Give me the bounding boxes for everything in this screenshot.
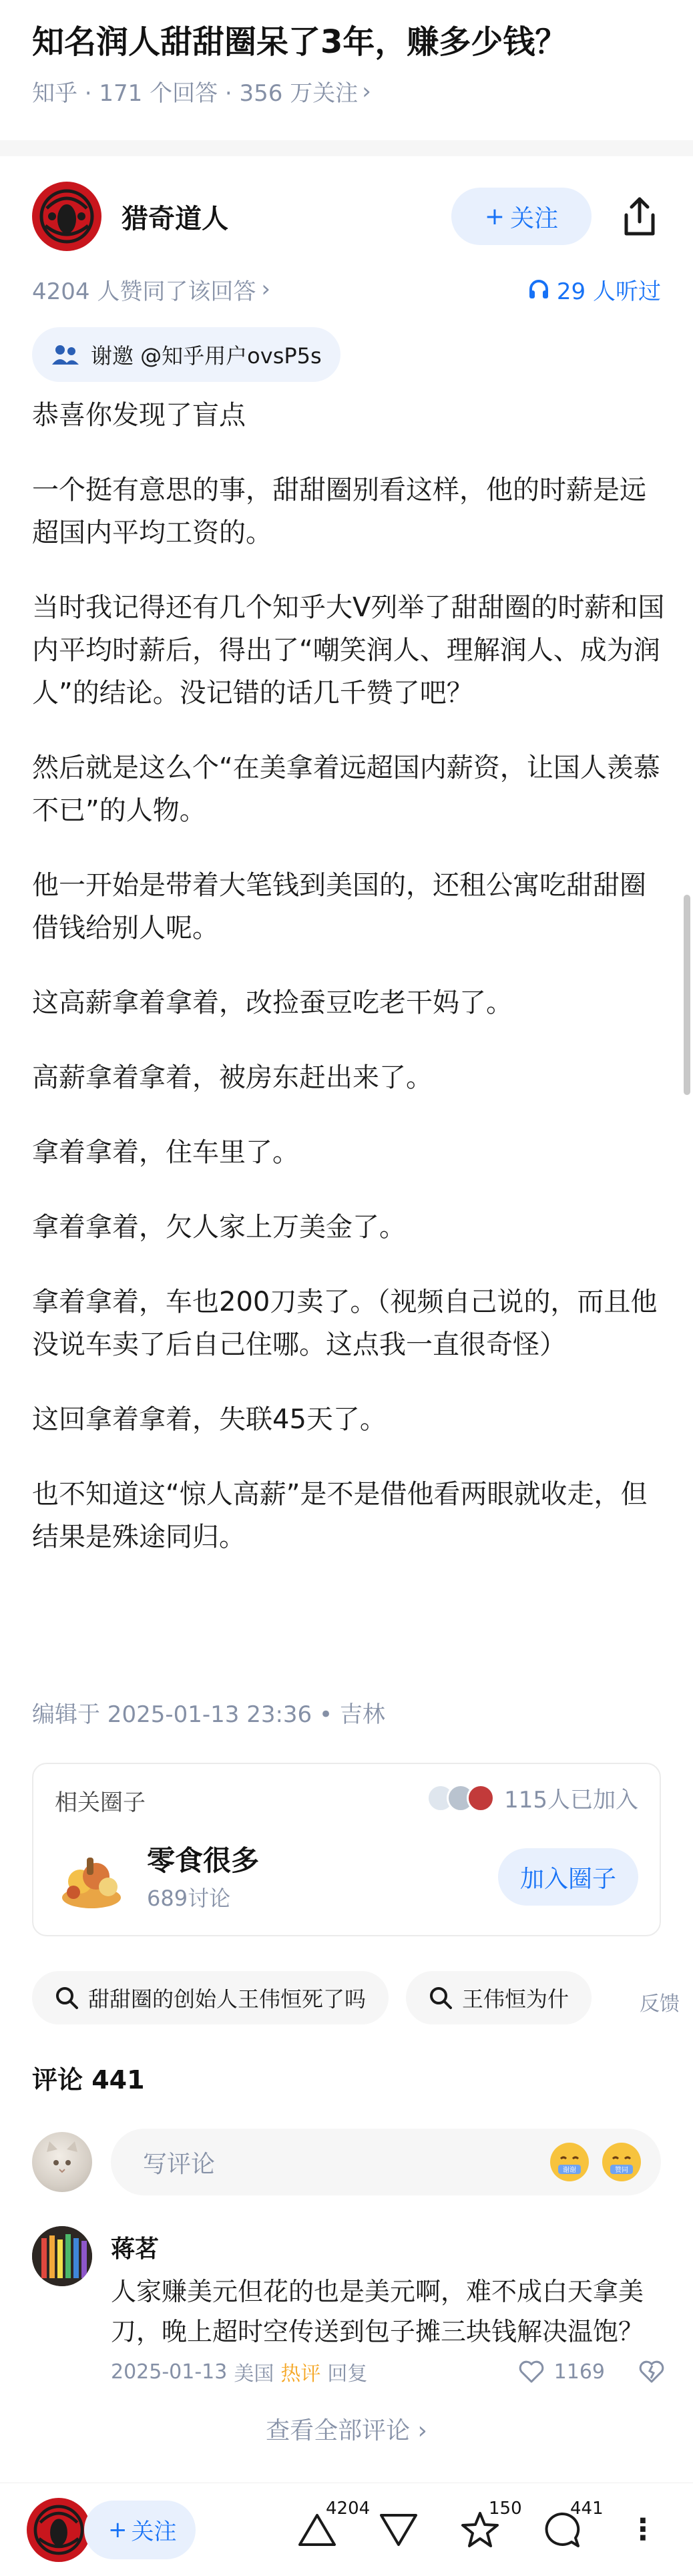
answer-paragraph: 这回拿着拿着，失联45天了。 — [32, 1404, 387, 1435]
answer-body — [32, 394, 666, 1590]
question-meta[interactable] — [32, 75, 661, 108]
invite-label: 谢邀 @知乎用户ovsP5s — [91, 343, 322, 369]
heart-icon — [518, 2360, 545, 2384]
more-vertical-icon: ⋮ — [628, 2513, 658, 2547]
question-meta-text: 知乎 · 171 个回答 · 356 万关注 — [32, 80, 359, 107]
related-circle-card[interactable] — [32, 1763, 661, 1936]
comment-input[interactable] — [111, 2129, 661, 2195]
author-avatar-emblem-icon — [27, 2498, 91, 2562]
search-suggestion-text: 甜甜圈的创始人王伟恒死了吗 — [88, 1986, 367, 2012]
search-icon — [429, 1986, 453, 2010]
reply-button[interactable]: 回复 — [327, 2362, 368, 2386]
commenter-name[interactable]: 蒋茗 — [111, 2235, 160, 2263]
author-avatar[interactable] — [32, 182, 101, 251]
commenter-avatar[interactable] — [32, 2226, 92, 2286]
quick-emoji-group — [550, 2143, 641, 2181]
view-all-comments-link[interactable]: 查看全部评论 › — [266, 2417, 427, 2444]
answer-paragraph: 拿着拿着，欠人家上万美金了。 — [32, 1212, 406, 1243]
colored-pencils-icon — [32, 2226, 92, 2286]
plus-icon: + — [108, 2516, 128, 2543]
emoji-thanks-button[interactable] — [550, 2143, 589, 2181]
circle-name: 零食很多 — [147, 1844, 260, 1877]
agree-count-text: 4204 人赞同了该回答 — [32, 278, 256, 305]
comment-like-count: 1169 — [553, 2360, 605, 2384]
circle-discussions: 689讨论 — [147, 1886, 231, 1911]
favorite-count: 150 — [489, 2498, 522, 2519]
upvote-count: 4204 — [326, 2498, 371, 2519]
bottom-follow-button[interactable] — [84, 2501, 196, 2559]
question-title[interactable]: 知名润人甜甜圈呆了3年，赚多少钱？ — [32, 23, 567, 61]
emoji-agree-button[interactable] — [602, 2143, 641, 2181]
invite-users-icon — [51, 343, 80, 366]
related-circle-label: 相关圈子 — [55, 1789, 146, 1816]
follow-label: 关注 — [510, 204, 559, 232]
author-avatar-emblem-icon — [32, 182, 101, 251]
follow-author-button[interactable] — [451, 188, 592, 245]
comment-text: 人家赚美元但花的也是美元啊，难不成白天拿美刀，晚上超时空传送到包子摊三块钱解决温饱？ — [111, 2277, 644, 2346]
favorite-button[interactable] — [457, 2498, 522, 2553]
downvote-triangle-icon — [378, 2511, 419, 2549]
edit-info: 编辑于 2025-01-13 23:36 • 吉林 — [32, 1701, 385, 1728]
invite-chip[interactable] — [32, 327, 340, 382]
answer-paragraph: 高薪拿着拿着，被房东赶出来了。 — [32, 1062, 433, 1093]
comment-like-button[interactable] — [518, 2360, 605, 2384]
agree-emoji-caption: 赞同 — [615, 2167, 628, 2174]
snack-basket-icon — [55, 1843, 128, 1916]
search-suggestion-text: 王伟恒为什 — [462, 1986, 569, 2012]
headphones-icon — [527, 278, 550, 300]
agree-count-link[interactable] — [32, 273, 270, 306]
follow-label: 关注 — [131, 2519, 177, 2545]
circle-members — [427, 1781, 638, 1814]
circle-joined-count: 115人已加入 — [504, 1787, 638, 1813]
author-row — [32, 182, 661, 251]
upvote-button[interactable] — [294, 2498, 371, 2553]
answer-paragraph: 拿着拿着，住车里了。 — [32, 1137, 299, 1168]
downvote-button[interactable] — [375, 2507, 422, 2553]
comment-compose-row — [32, 2129, 661, 2195]
question-header — [0, 0, 693, 140]
bottom-action-bar — [0, 2483, 693, 2576]
answer-paragraph: 一个挺有意思的事，甜甜圈别看这样，他的时薪是远超国内平均工资的。 — [32, 475, 646, 548]
comment-meta — [111, 2357, 665, 2386]
listen-button[interactable] — [527, 273, 661, 306]
author-name[interactable]: 猎奇道人 — [122, 203, 228, 234]
bottom-author-avatar[interactable] — [27, 2498, 91, 2562]
comment-like-group — [518, 2360, 665, 2384]
answer-paragraph: 当时我记得还有几个知乎大V列举了甜甜圈的时薪和国内平均时薪后，得出了“嘲笑润人、理解润人、成为润人”的结论。没记错的话几千赞了吧？ — [32, 592, 665, 708]
answer-stats-row — [32, 272, 661, 306]
answer-paragraph: 拿着拿着，车也200刀卖了。（视频自己说的，而且他没说车卖了后自己住哪。这点我一直很奇怪） — [32, 1287, 658, 1360]
member-avatar — [467, 1784, 495, 1812]
search-suggestion-chip[interactable] — [32, 1971, 389, 2024]
chevron-right-icon: › — [261, 276, 270, 302]
listen-count: 29 人听过 — [556, 278, 661, 305]
cat-face-icon — [32, 2132, 92, 2192]
member-avatars — [427, 1784, 495, 1812]
page-scrollbar[interactable] — [684, 895, 690, 1095]
agree-emoji-icon — [602, 2143, 641, 2181]
comment-location: 美国 — [234, 2362, 274, 2386]
current-user-avatar[interactable] — [32, 2132, 92, 2192]
comments-heading: 评论 441 — [32, 2065, 145, 2095]
thanks-emoji-icon — [550, 2143, 589, 2181]
comment-button[interactable] — [538, 2498, 604, 2553]
comment-date: 2025-01-13 — [111, 2360, 228, 2384]
comment-count: 441 — [570, 2498, 604, 2519]
search-icon — [55, 1986, 79, 2010]
broken-heart-icon[interactable] — [638, 2360, 665, 2384]
search-suggestion-chip[interactable] — [406, 1971, 592, 2024]
thanks-emoji-caption: 谢谢 — [563, 2167, 576, 2174]
answer-paragraph: 然后就是这么个“在美拿着远超国内薪资，让国人羡慕不已”的人物。 — [32, 753, 660, 826]
related-searches — [32, 1970, 693, 2026]
bottom-actions — [294, 2498, 666, 2553]
section-divider — [0, 140, 693, 156]
chevron-right-icon: › — [362, 77, 371, 105]
answer-paragraph: 这高薪拿着拿着，改捡蚕豆吃老干妈了。 — [32, 988, 513, 1018]
answer-paragraph: 也不知道这“惊人高薪”是不是借他看两眼就收走，但结果是殊途同归。 — [32, 1479, 648, 1552]
hot-comment-badge: 热评 — [280, 2362, 321, 2386]
feedback-link[interactable]: 反馈 — [633, 1987, 680, 2016]
join-circle-button[interactable]: 加入圈子 — [498, 1848, 638, 1906]
answer-paragraph: 他一开始是带着大笔钱到美国的，还租公寓吃甜甜圈借钱给别人呢。 — [32, 870, 646, 943]
share-icon — [621, 195, 658, 238]
share-button[interactable] — [618, 193, 661, 240]
circle-logo — [55, 1843, 128, 1916]
more-button[interactable] — [620, 2507, 666, 2553]
answer-paragraph: 恭喜你发现了盲点 — [32, 400, 246, 431]
plus-icon: + — [484, 202, 505, 230]
comment-input-placeholder: 写评论 — [143, 2150, 216, 2178]
